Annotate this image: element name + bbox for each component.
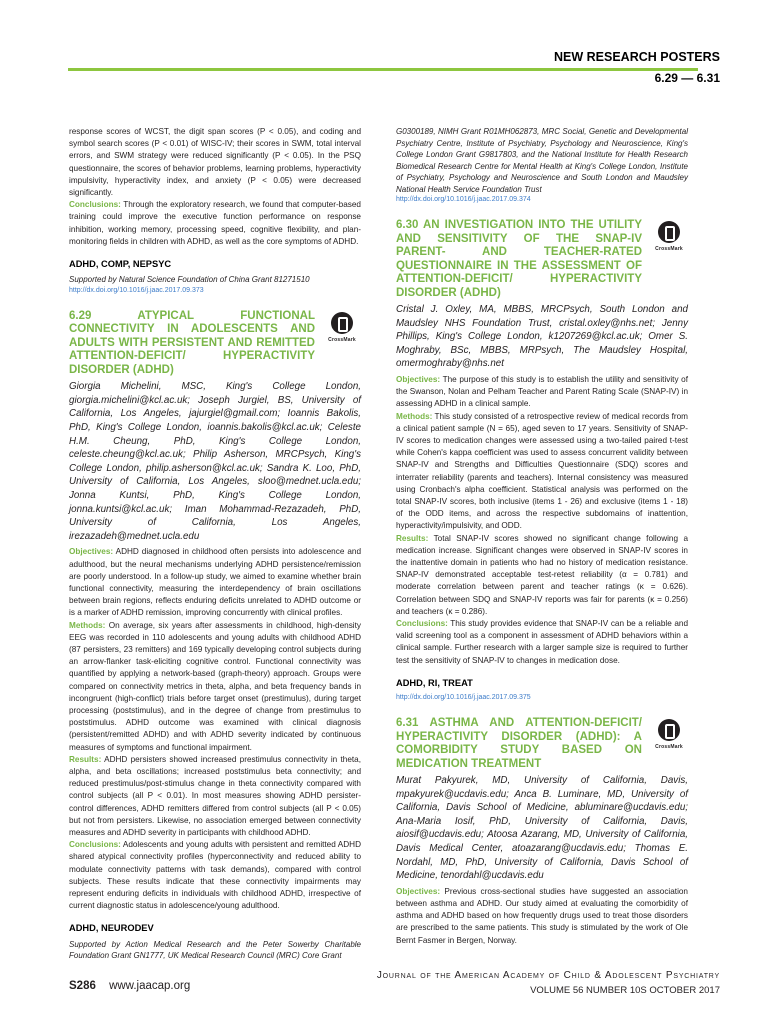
crossmark-icon[interactable]: CrossMark <box>650 221 688 255</box>
crossmark-icon[interactable]: CrossMark <box>323 312 361 346</box>
results-paragraph: Results: Total SNAP-IV scores showed no significant change following a medication increase. Significant changes were observed in SNAP-IV scores in the inattentive domain in patients who had no history of medication resistance. SNAP-IV demonstrated acceptable test-retest reliability (α = 0.781) and moderate correlation between parent and teacher ratings (κ = 0.626). Correlation between SDQ and SNAP-IV reports was fair for parents (κ = 0.256) and teachers (κ = 0.286). <box>396 533 688 616</box>
doi-link[interactable]: http://dx.doi.org/10.1016/j.jaac.2017.09.375 <box>396 694 531 702</box>
funding-note-continued: G0300189, NIMH Grant R01MH062873, MRC Social, Genetic and Developmental Psychiatry Centre, Institute of Psychiatry, Psychology and Neuroscience, King's College London Grant G9817803, and the National Institute for Health Research Biomedical Research Centre for Mental Health at King's College London, Institute of Psychiatry, Psychology and Neuroscience and South London and Maudsley National Health Service Foundation Trust <box>396 127 688 194</box>
objectives-paragraph: Objectives: The purpose of this study is to establish the utility and sensitivity of the Swanson, Nolan and Pelham Teacher and Parent Rating Scale (SNAP-IV) in assessing ADHD in a clinical sample. <box>396 374 688 409</box>
methods-paragraph: Methods: This study consisted of a retrospective review of medical records from a clinical patient sample (N = 65), aged seven to 17 years. Sensitivity of SNAP-IV scores to medication changes were assessed using a two-tailed paired t-test while Cohen's kappa coefficient was used to assess concurrent validity between SNAP-IV and Strengths and Difficulties Questionnaire (SDQ) scores and interrater reliability (parents and teachers). Internal consistency was measured using Cronbach's alpha coefficient. Statistical analysis was performed on the total SNAP-IV scores, both inclusive (items 1 - 26) and exclusive (items 1 - 18) of the ODD items, and across the respective subdomains of inattention, hyperactivity/impulsivity, and ODD. <box>396 411 688 531</box>
abstract-range: 6.29 — 6.31 <box>654 71 720 85</box>
objectives-paragraph: Objectives: Previous cross-sectional studies have suggested an association between asthma and ADHD. Our study aimed at evaluating the comorbidity of asthma and ADHD based on how frequently drugs used to treat those disorders are prescribed to the same patients. This study is stimulated by the work of Ole Bernt Fasmer in Bergen, Norway. <box>396 886 688 945</box>
page-footer-right <box>377 968 720 998</box>
abstract-title: 6.30 AN INVESTIGATION INTO THE UTILITY AND SENSITIVITY OF THE SNAP-IV PARENT- AND TEACHER-RATED QUESTIONNAIRE IN THE ASSESSMENT OF ATTENTION-DEFICIT/ HYPERACTIVITY DISORDER (ADHD) <box>396 219 642 299</box>
header-rule <box>68 68 698 71</box>
funding-note: Supported by Action Medical Research and the Peter Sowerby Charitable Foundation Grant GN1777, UK Medical Research Council (MRC) Core Grant <box>69 939 361 961</box>
funding-note: Supported by Natural Science Foundation of China Grant 81271510 <box>69 275 310 285</box>
continued-text: response scores of WCST, the digit span scores (P < 0.05), and coding and symbol search scores (P < 0.01) of WISC-IV; their scores in SWM, total interval errors, and SWM strategy were reduced significantly (P < 0.05). In the PSQ questionnaire, the scores of behavior problems, learning problems, hyperactivity impulsivity, hyperactivity index, and anxiety (P < 0.05) were decreased significantly. <box>69 127 361 198</box>
abstract-title: 6.29 ATYPICAL FUNCTIONAL CONNECTIVITY IN ADOLESCENTS AND ADULTS WITH PERSISTENT AND REMITTED ATTENTION-DEFICIT/ HYPERACTIVITY DISORDER (ADHD) <box>69 309 315 376</box>
abstract-title: 6.31 ASTHMA AND ATTENTION-DEFICIT/ HYPERACTIVITY DISORDER (ADHD): A COMORBIDITY STUDY BASED ON MEDICATION TREATMENT <box>396 717 642 770</box>
left-column <box>69 126 361 962</box>
conclusions-label: Conclusions: <box>69 200 121 210</box>
author-list: Murat Pakyurek, MD, University of California, Davis, mpakyurek@ucdavis.edu; Anca B. Luminare, MD, University of California, Davis School of Medicine, abluminare@ucdavis.edu; Ana-Maria Iosif, PhD, University of California, Davis, aiosif@ucdavis.edu; Atoosa Azarang, MD, University of California, Davis Medical Center, atoazarang@ucdavis.edu; Thomas E. Nordahl, MD, PhD, University of California, Davis School of Medicine, tenordahl@ucdavis.edu <box>396 775 688 882</box>
section-title: NEW RESEARCH POSTERS <box>554 50 720 64</box>
conclusions-paragraph: Conclusions: Adolescents and young adults with persistent and remitted ADHD shared atypical connectivity profiles (hyperconnectivity and reduced ability to modulate connectivity patterns with task demands), compared with control subjects. These results indicate that these connectivity impairments may represent enduring deficits in individuals with childhood ADHD, irrespective of current diagnostic status in adolescence/young adulthood. <box>69 840 361 911</box>
objectives-paragraph: Objectives: ADHD diagnosed in childhood often persists into adolescence and adulthood, but the neural mechanisms underlying ADHD persistence/remission are poorly understood. In a follow-up study, we aimed to examine whether brain functional connectivity, measuring the interdependency of brain oscillations between brain regions, reflects enduring deficits unrelated to ADHD outcome or is a marker of ADHD remission, improving concurrently with clinical profiles. <box>69 547 361 618</box>
author-list: Giorgia Michelini, MSC, King's College London, giorgia.michelini@kcl.ac.uk; Joseph Jurgiel, BS, University of California, Los Angeles, jajurgiel@gmail.com; Ioannis Bakolis, PhD, King's College London, ioannis.bakolis@kcl.ac.uk; Celeste H.M. Cheung, PhD, King's College London, celeste.cheung@kcl.ac.uk; Philip Asherson, MRCPsych, King's College London, philip.asherson@kcl.ac.uk; Sandra K. Loo, PhD, University of California, Los Angeles, sloo@mednet.ucla.edu; Jonna Kuntsi, PhD, King's College London, jonna.kuntsi@kcl.ac.uk; Iman Mohammad-Rezazadeh, PhD, University of California, Los Angeles, irezazadeh@mednet.ucla.edu <box>69 381 361 542</box>
results-paragraph: Results: ADHD persisters showed increased prestimulus connectivity in theta, alpha, and beta oscillations; increased poststimulus beta connectivity; and reduced prestimulus/post-stimulus change in theta connectivity compared with control subjects (all P < 0.01). In most measures showing ADHD persister-control differences, ADHD remitters differed from control subjects (all P < 0.05) but not from persisters. Likewise, no association emerged between connectivity measures and ADHD severity in participants with childhood ADHD. <box>69 754 361 838</box>
crossmark-icon[interactable]: CrossMark <box>650 719 688 753</box>
doi-link[interactable]: http://dx.doi.org/10.1016/j.jaac.2017.09.373 <box>69 286 204 294</box>
page-footer-left <box>69 980 190 992</box>
conclusions-paragraph: Conclusions: This study provides evidence that SNAP-IV can be a reliable and valid screening tool as a component in assessment of ADHD behaviors within a clinical sample. Further research with a larger sample size is required to further test the sensitivity of SNAP-IV to changes in medication dose. <box>396 619 688 665</box>
methods-paragraph: Methods: On average, six years after assessments in childhood, high-density EEG was recorded in 110 adolescents and young adults with childhood ADHD (87 persisters, 23 remitters) and 169 typically developing control subjects during an arrow-flanker task-eliciting cognitive control. Functional connectivity was quantified by applying a network-based (graph-theory) approach. Groups were compared on connectivity metrics in theta, alpha, and beta frequency bands in incongruent (high-conflict) trials before target onset (prestimulus), during target processing (poststimulus), and in the degree of change from prestimulus to poststimulus. ADHD outcome was examined with clinical diagnosis (persistent/remitted ADHD) and with ADHD severity indicated by continuous measures of symptoms and functional impairment. <box>69 620 361 752</box>
keywords: ADHD, RI, TREAT <box>396 677 473 688</box>
abstract-6-30 <box>396 219 688 703</box>
continued-conclusions <box>69 199 361 248</box>
abstract-6-31 <box>396 717 688 947</box>
page-number: S286 <box>69 980 96 992</box>
keywords: ADHD, NEURODEV <box>69 923 154 934</box>
doi-link[interactable]: http://dx.doi.org/10.1016/j.jaac.2017.09.374 <box>396 196 531 203</box>
abstract-6-29 <box>69 310 361 962</box>
journal-name: Journal of the American Academy of Child & Adolescent Psychiatry <box>376 970 720 981</box>
right-column <box>396 126 688 947</box>
keywords: ADHD, COMP, NEPSYC <box>69 259 172 270</box>
conclusions-text: Through the exploratory research, we found that computer-based training could improve the executive function performance on response inhibition, working memory, processing speed, cognitive flexibility, and plan-monitoring fields in children with ADHD, as well as the core symptoms of ADHD. <box>69 200 361 246</box>
volume-info: VOLUME 56 NUMBER 10S OCTOBER 2017 <box>530 985 720 996</box>
journal-website[interactable]: www.jaacap.org <box>109 980 191 992</box>
author-list: Cristal J. Oxley, MA, MBBS, MRCPsych, South London and Maudsley NHS Foundation Trust, cristal.oxley@nhs.net; Jenny Phillips, King's College London, k1207269@kcl.ac.uk; Omer S. Moghraby, BSc, MBBS, MRPsych, The Maudsley Hospital, omermoghraby@nhs.net <box>396 304 688 370</box>
